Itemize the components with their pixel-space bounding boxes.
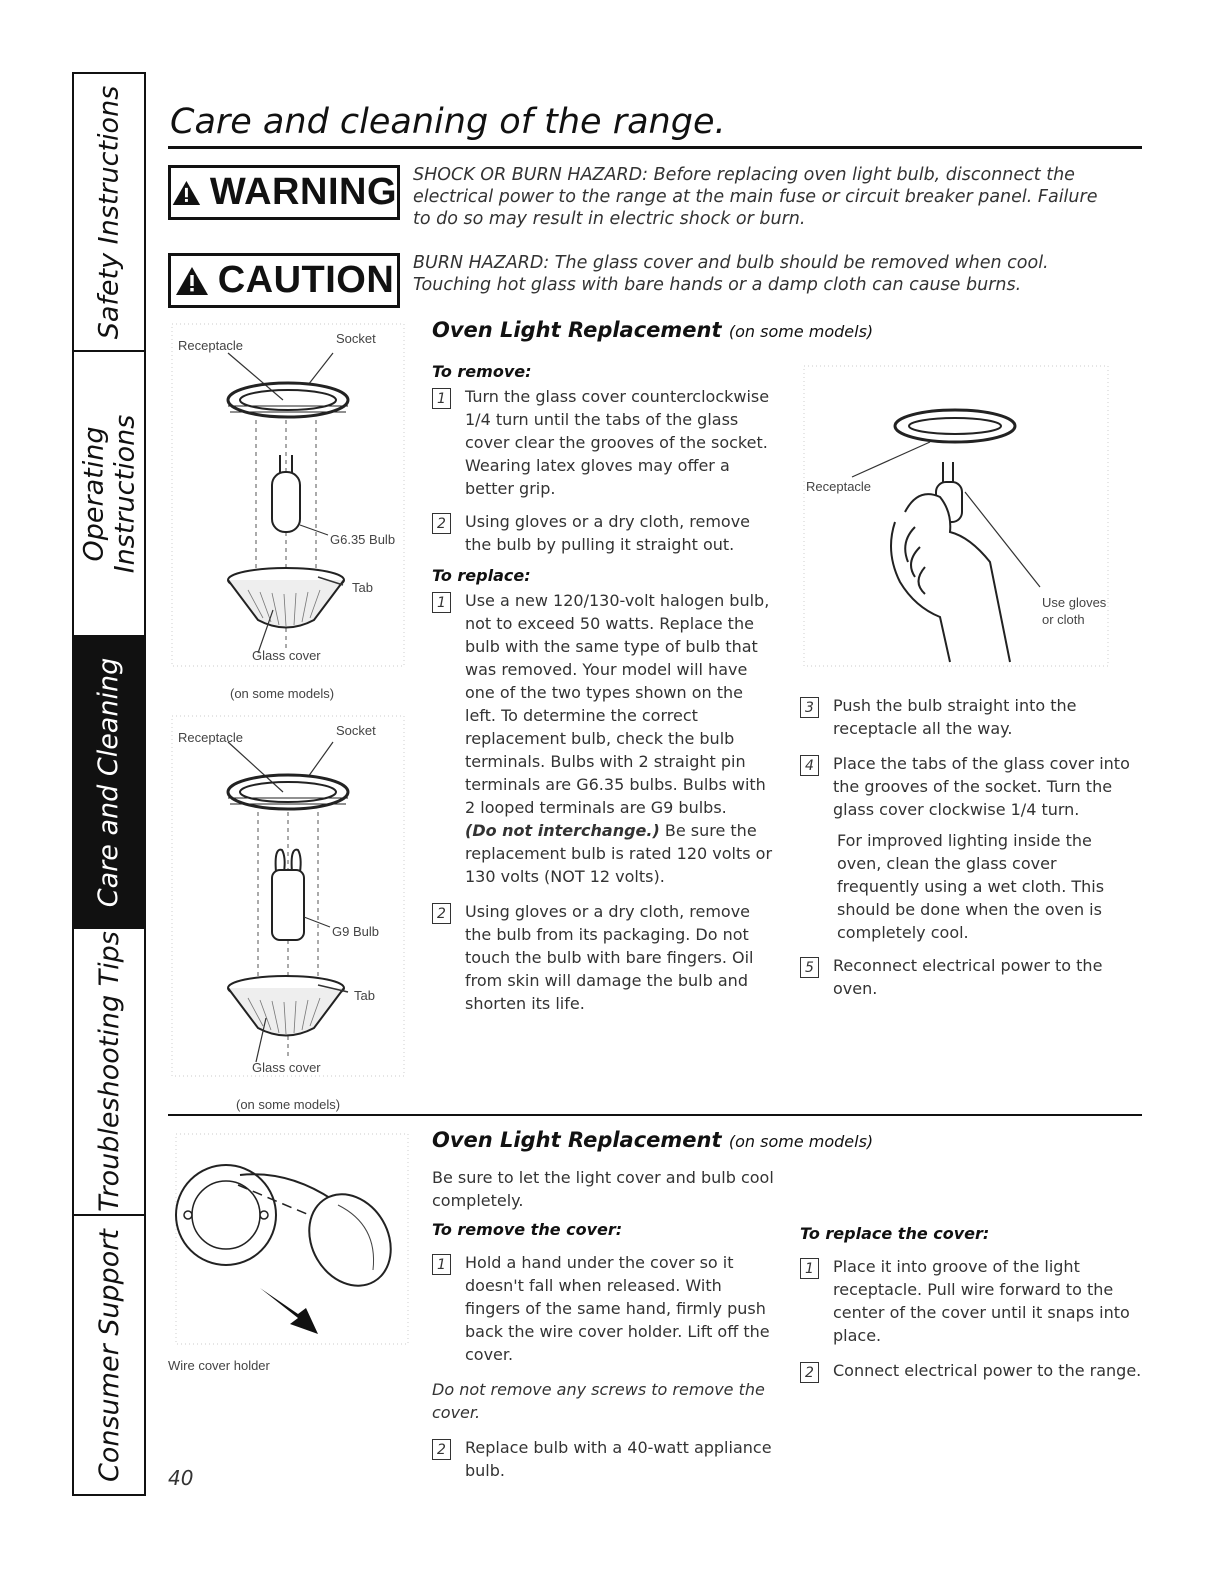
fig1-socket-label: Socket — [336, 331, 376, 346]
step-number: 4 — [800, 755, 819, 776]
section1-remove-heading: To remove: — [432, 362, 532, 381]
caution-text: BURN HAZARD: The glass cover and bulb should be removed when cool. Touching hot glass with bare hands or a damp cloth can cause burns. — [413, 253, 1049, 295]
section1-replace-heading: To replace: — [432, 566, 531, 585]
figure-g9-bulb — [168, 712, 408, 1118]
caution-box — [168, 253, 400, 308]
caution-triangle-icon — [174, 265, 210, 297]
tab-label: Troubleshooting Tips — [93, 931, 125, 1212]
section2-replace-heading: To replace the cover: — [800, 1224, 990, 1243]
step-text: Using gloves or a dry cloth, remove the bulb from its packaging. Do not touch the bulb with bare fingers. Oil from skin will damage the bulb and shorten its life. — [465, 902, 754, 1013]
section1-step-3 — [800, 694, 1140, 740]
figure-hand-bulb — [800, 362, 1112, 682]
fig2-note: (on some models) — [236, 1097, 341, 1112]
section2-right-column — [800, 1224, 1145, 1383]
step-text: Turn the glass cover counterclockwise 1/4 turn until the tabs of the glass cover clear the grooves of the socket. Wearing latex gloves may offer a better grip. — [465, 387, 770, 498]
g635-bulb-illustration — [168, 320, 408, 680]
section2-remove-heading: To remove the cover: — [432, 1220, 623, 1239]
section2-left-column — [432, 1166, 777, 1482]
tab-operating-instructions[interactable] — [74, 352, 144, 637]
fig2-receptacle-label: Receptacle — [178, 730, 244, 745]
warning-label: WARNING — [209, 171, 397, 213]
section1-left-column — [432, 362, 777, 1015]
section2-title: Oven Light Replacement (on some models) — [432, 1128, 874, 1152]
section1-replace-step-2 — [432, 900, 777, 1015]
step-text: Place it into groove of the light receptacle. Pull wire forward to the center of the cover until it snaps into place. — [833, 1257, 1130, 1345]
g9-bulb-illustration — [168, 712, 408, 1087]
title-rule — [168, 146, 1142, 149]
section2-replace-step-2 — [800, 1359, 1145, 1383]
step-number: 1 — [432, 388, 451, 409]
section2-intro: Be sure to let the light cover and bulb cool completely. — [432, 1168, 774, 1210]
step-text: Connect electrical power to the range. — [833, 1361, 1142, 1380]
step-number: 1 — [432, 592, 451, 613]
step-text: Use a new 120/130-volt halogen bulb, not to exceed 50 watts. Replace the bulb with the same type of bulb that was removed. Your model will have one of the two types shown on the left. To determine the correct replacement bulb, check the bulb terminals. Bulbs with 2 straight pin terminals are G6.35 bulbs. Bulbs with 2 looped terminals are G9 bulbs. (Do not interchange.) Be sure the replacement bulb is rated 120 volts or 130 volts (NOT 12 volts). — [465, 591, 773, 886]
section1-replace-step-1 — [432, 589, 777, 888]
step-text: Reconnect electrical power to the oven. — [833, 956, 1103, 998]
step-number: 2 — [800, 1362, 819, 1383]
fig2-tab-label: Tab — [354, 988, 375, 1003]
section2-note: Do not remove any screws to remove the cover. — [432, 1380, 765, 1422]
tab-safety-instructions[interactable] — [74, 74, 144, 352]
step-number: 2 — [432, 513, 451, 534]
section1-step-4 — [800, 752, 1140, 821]
tab-label: Safety Instructions — [93, 85, 125, 339]
fig4-caption: Wire cover holder — [168, 1358, 270, 1373]
page-number: 40 — [168, 1466, 194, 1490]
hand-inserting-bulb-illustration — [800, 362, 1112, 682]
fig1-tab-label: Tab — [352, 580, 373, 595]
section-divider — [168, 1114, 1142, 1116]
step-text: Push the bulb straight into the receptacle all the way. — [833, 696, 1077, 738]
page-title: Care and cleaning of the range. — [170, 102, 726, 142]
step-number: 2 — [432, 1439, 451, 1460]
step-text: Place the tabs of the glass cover into the grooves of the socket. Turn the glass cover clockwise 1/4 turn. — [833, 754, 1130, 819]
fig2-socket-label: Socket — [336, 723, 376, 738]
section1-remove-step-2 — [432, 510, 777, 556]
section2-remove-step-2 — [432, 1436, 777, 1482]
warning-box — [168, 165, 400, 220]
section-sidebar — [72, 72, 146, 1496]
fig3-gloves-label: Use gloves — [1042, 595, 1107, 610]
fig1-receptacle-label: Receptacle — [178, 338, 244, 353]
fig3-receptacle-label: Receptacle — [806, 479, 872, 494]
step-text: Hold a hand under the cover so it doesn't fall when released. With fingers of the same hand, firmly push back the wire cover holder. Lift off the cover. — [465, 1253, 770, 1364]
tab-consumer-support[interactable] — [74, 1216, 144, 1494]
step-text: Replace bulb with a 40-watt appliance bulb. — [465, 1438, 772, 1480]
caution-label: CAUTION — [217, 259, 395, 301]
step-number: 1 — [432, 1254, 451, 1275]
section1-tip: For improved lighting inside the oven, clean the glass cover frequently using a wet cloth. This should be done when the oven is completely cool. — [837, 831, 1105, 942]
tab-label: Consumer Support — [93, 1228, 125, 1482]
fig2-cover-label: Glass cover — [252, 1060, 321, 1075]
warning-text: SHOCK OR BURN HAZARD: Before replacing oven light bulb, disconnect the electrical power to the range at the main fuse or circuit breaker panel. Failure to do so may result in electric shock or burn. — [413, 165, 1098, 229]
figure-wire-cover-holder — [168, 1130, 413, 1390]
section1-title: Oven Light Replacement (on some models) — [432, 318, 874, 342]
section2-remove-step-1 — [432, 1251, 777, 1366]
tab-troubleshooting-tips[interactable] — [74, 929, 144, 1216]
step-number: 1 — [800, 1258, 819, 1279]
section1-right-column — [800, 694, 1140, 1000]
fig2-bulb-label: G9 Bulb — [332, 924, 379, 939]
fig3-cloth-label: or cloth — [1042, 612, 1085, 627]
fig1-cover-label: Glass cover — [252, 648, 321, 663]
section1-step-5 — [800, 954, 1140, 1000]
fig1-note: (on some models) — [230, 686, 335, 701]
section1-remove-step-1 — [432, 385, 777, 500]
step-text: Using gloves or a dry cloth, remove the bulb by pulling it straight out. — [465, 512, 751, 554]
wire-cover-illustration — [168, 1130, 413, 1352]
tab-label: Operating Instructions — [78, 414, 141, 573]
tab-care-and-cleaning[interactable] — [74, 637, 144, 929]
figure-g635-bulb — [168, 320, 408, 700]
warning-triangle-icon — [171, 177, 202, 209]
tab-label: Care and Cleaning — [93, 657, 125, 907]
step-number: 3 — [800, 697, 819, 718]
fig1-bulb-label: G6.35 Bulb — [330, 532, 396, 547]
step-number: 5 — [800, 957, 819, 978]
section2-replace-step-1 — [800, 1255, 1145, 1347]
step-number: 2 — [432, 903, 451, 924]
